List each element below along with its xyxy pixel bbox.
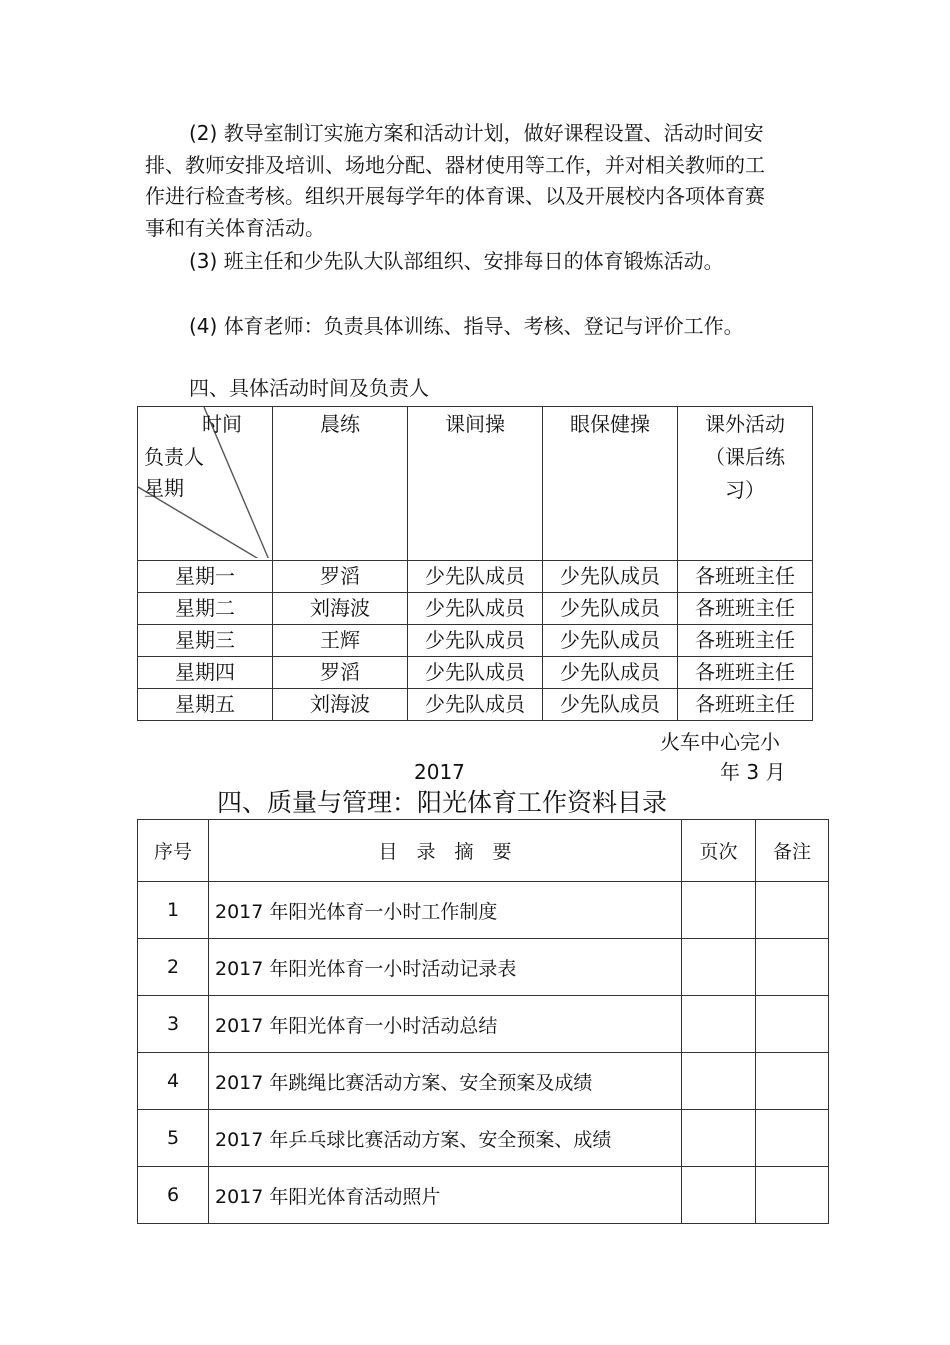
header-extra-line1: 课外活动	[705, 412, 785, 436]
break-cell: 少先队成员	[408, 561, 543, 593]
extra-cell: 各班班主任	[678, 561, 813, 593]
schedule-row	[138, 561, 813, 593]
corner-person-label: 负责人	[144, 445, 204, 469]
day-cell: 星期二	[138, 593, 273, 625]
morning-cell: 罗滔	[273, 561, 408, 593]
schedule-table	[137, 406, 813, 721]
row-no: 5	[138, 1110, 209, 1167]
catalog-row	[138, 1053, 829, 1110]
catalog-header-row	[138, 820, 829, 882]
section-heading: 四、具体活动时间及负责人	[189, 376, 429, 400]
catalog-row	[138, 939, 829, 996]
morning-cell: 刘海波	[273, 689, 408, 721]
break-cell: 少先队成员	[408, 625, 543, 657]
row-no: 3	[138, 996, 209, 1053]
schedule-row	[138, 689, 813, 721]
header-morning: 晨练	[273, 407, 408, 561]
row-summary: 2017 年阳光体育一小时活动记录表	[209, 939, 682, 996]
corner-cell	[138, 407, 273, 561]
signature-school: 火车中心完小	[660, 730, 780, 754]
morning-cell: 刘海波	[273, 593, 408, 625]
row-page	[682, 1167, 756, 1224]
catalog-row	[138, 1110, 829, 1167]
row-remark	[756, 1110, 829, 1167]
break-cell: 少先队成员	[408, 689, 543, 721]
row-summary: 2017 年阳光体育一小时活动总结	[209, 996, 682, 1053]
break-cell: 少先队成员	[408, 657, 543, 689]
row-no: 2	[138, 939, 209, 996]
paragraph-4: (4) 体育老师：负责具体训练、指导、考核、登记与评价工作。	[189, 314, 744, 338]
eye-cell: 少先队成员	[543, 593, 678, 625]
eye-cell: 少先队成员	[543, 625, 678, 657]
break-cell: 少先队成员	[408, 593, 543, 625]
eye-cell: 少先队成员	[543, 657, 678, 689]
row-remark	[756, 1053, 829, 1110]
row-no: 4	[138, 1053, 209, 1110]
morning-cell: 罗滔	[273, 657, 408, 689]
row-no: 1	[138, 882, 209, 939]
day-cell: 星期四	[138, 657, 273, 689]
catalog-row	[138, 996, 829, 1053]
catalog-row	[138, 882, 829, 939]
schedule-row	[138, 593, 813, 625]
row-page	[682, 882, 756, 939]
row-summary: 2017 年阳光体育一小时工作制度	[209, 882, 682, 939]
row-summary: 2017 年乒乓球比赛活动方案、安全预案、成绩	[209, 1110, 682, 1167]
header-no: 序号	[138, 820, 209, 882]
row-page	[682, 1053, 756, 1110]
paragraph-2: (2) 教导室制订实施方案和活动计划，做好课程设置、活动时间安排、教师安排及培训、场地分配、器材使用等工作，并对相关教师的工作进行检查考核。组织开展每学年的体育课、以及开展校内各项体育赛事和有关体育活动。	[145, 121, 765, 240]
day-cell: 星期一	[138, 561, 273, 593]
schedule-row	[138, 657, 813, 689]
morning-cell: 王辉	[273, 625, 408, 657]
row-remark	[756, 882, 829, 939]
catalog-row	[138, 1167, 829, 1224]
row-summary: 2017 年跳绳比赛活动方案、安全预案及成绩	[209, 1053, 682, 1110]
header-extra-line3: 习）	[725, 478, 765, 502]
day-cell: 星期五	[138, 689, 273, 721]
day-cell: 星期三	[138, 625, 273, 657]
row-remark	[756, 939, 829, 996]
header-summary: 目 录 摘 要	[209, 820, 682, 882]
signature-month: 年 3 月	[720, 760, 786, 784]
signature-year: 2017	[414, 760, 465, 784]
eye-cell: 少先队成员	[543, 689, 678, 721]
header-extra	[678, 407, 813, 561]
schedule-row	[138, 625, 813, 657]
paragraph-3: (3) 班主任和少先队大队部组织、安排每日的体育锻炼活动。	[189, 249, 724, 273]
catalog-title: 四、质量与管理：阳光体育工作资料目录	[217, 788, 668, 817]
extra-cell: 各班班主任	[678, 593, 813, 625]
row-remark	[756, 1167, 829, 1224]
row-summary: 2017 年阳光体育活动照片	[209, 1167, 682, 1224]
corner-time-label: 时间	[202, 412, 242, 436]
header-eye: 眼保健操	[543, 407, 678, 561]
schedule-header-row	[138, 407, 813, 561]
extra-cell: 各班班主任	[678, 657, 813, 689]
header-break: 课间操	[408, 407, 543, 561]
extra-cell: 各班班主任	[678, 689, 813, 721]
row-page	[682, 1110, 756, 1167]
catalog-table	[137, 819, 829, 1224]
row-page	[682, 996, 756, 1053]
row-page	[682, 939, 756, 996]
extra-cell: 各班班主任	[678, 625, 813, 657]
row-remark	[756, 996, 829, 1053]
corner-weekday-label: 星期	[144, 476, 184, 500]
eye-cell: 少先队成员	[543, 561, 678, 593]
header-page: 页次	[682, 820, 756, 882]
header-extra-line2: （课后练	[705, 445, 785, 469]
header-remark: 备注	[756, 820, 829, 882]
row-no: 6	[138, 1167, 209, 1224]
